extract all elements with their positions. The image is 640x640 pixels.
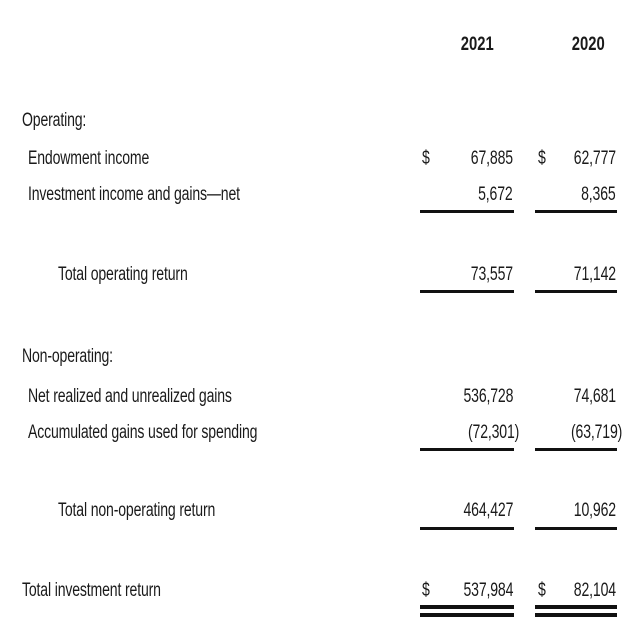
value-total-investment-2020: 82,104 [573, 580, 616, 601]
section-heading-non-operating: Non-operating: [22, 346, 113, 367]
row-label-accumulated-gains-used: Accumulated gains used for spending [28, 422, 258, 443]
column-header-2021: 2021 [460, 34, 494, 55]
row-label-investment-income: Investment income and gains—net [28, 184, 240, 205]
value-total-non-operating-2020: 10,962 [573, 500, 616, 521]
value-accumulated-gains-used-2021: (72,301) [467, 422, 519, 443]
value-total-operating-2020: 71,142 [573, 264, 616, 285]
row-label-endowment-income: Endowment income [28, 148, 150, 169]
value-endowment-income-2020: 62,777 [573, 148, 616, 169]
value-net-realized-gains-2021: 536,728 [463, 386, 513, 407]
total-rule [420, 527, 514, 530]
currency-symbol: $ [538, 148, 546, 169]
total-rule [420, 290, 514, 293]
currency-symbol: $ [422, 580, 430, 601]
total-rule [535, 290, 617, 293]
double-rule-bottom [535, 613, 617, 617]
value-total-investment-2021: 537,984 [463, 580, 513, 601]
value-investment-income-2020: 8,365 [581, 184, 616, 205]
row-label-total-operating-return: Total operating return [58, 264, 188, 285]
currency-symbol: $ [538, 580, 546, 601]
double-rule-top [535, 605, 617, 609]
value-total-non-operating-2021: 464,427 [463, 500, 513, 521]
subtotal-rule [535, 210, 617, 213]
double-rule-bottom [420, 613, 514, 617]
value-accumulated-gains-used-2020: (63,719) [570, 422, 622, 443]
double-rule-top [420, 605, 514, 609]
section-heading-operating: Operating: [22, 110, 87, 131]
row-label-total-investment-return: Total investment return [22, 580, 161, 601]
subtotal-rule [420, 210, 514, 213]
subtotal-rule [420, 448, 514, 451]
value-total-operating-2021: 73,557 [470, 264, 513, 285]
value-net-realized-gains-2020: 74,681 [573, 386, 616, 407]
row-label-net-realized-gains: Net realized and unrealized gains [28, 386, 232, 407]
total-rule [535, 527, 617, 530]
subtotal-rule [535, 448, 617, 451]
column-header-2020: 2020 [571, 34, 605, 55]
currency-symbol: $ [422, 148, 430, 169]
value-investment-income-2021: 5,672 [478, 184, 513, 205]
value-endowment-income-2021: 67,885 [470, 148, 513, 169]
row-label-total-non-operating-return: Total non-operating return [58, 500, 216, 521]
